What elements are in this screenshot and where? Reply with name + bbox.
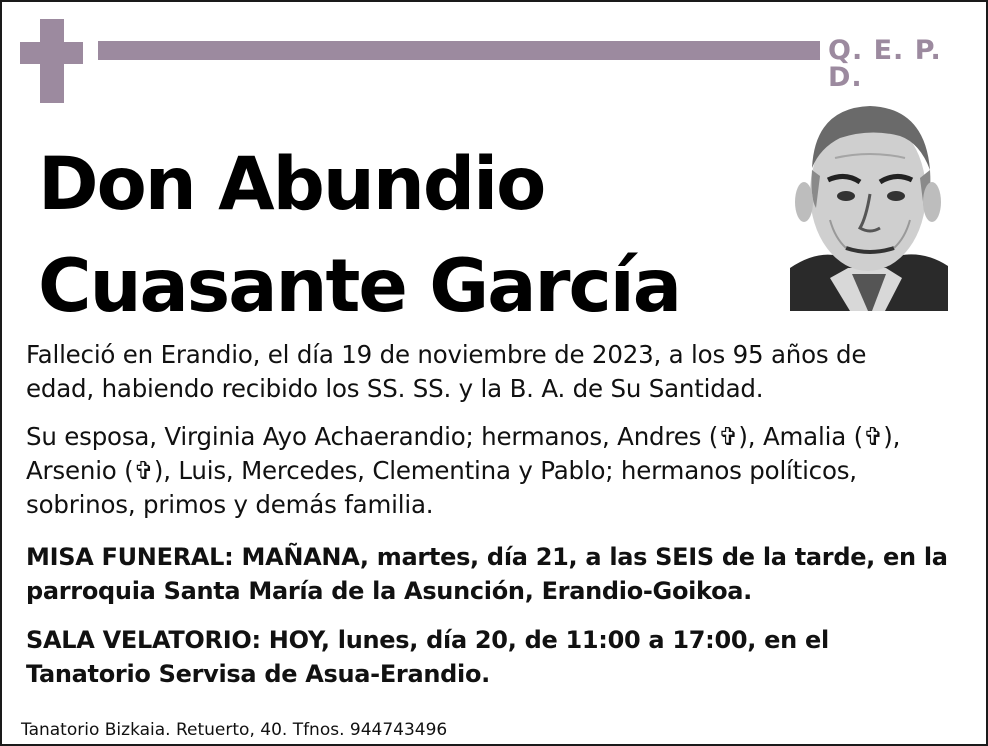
funeral-line-1: MISA FUNERAL: MAÑANA, martes, día 21, a las SEIS de la tarde, en la	[26, 543, 948, 571]
family-line-1: Su esposa, Virginia Ayo Achaerandio; hermanos, Andres (✞), Amalia (✞),	[26, 422, 901, 451]
deceased-name	[38, 134, 680, 338]
deceased-name-line1: Don Abundio	[38, 142, 545, 227]
death-announcement	[26, 338, 966, 406]
family-line-3: sobrinos, primos y demás familia.	[26, 490, 434, 519]
qepd-label: Q. E. P. D.	[828, 35, 942, 93]
funeral-mass	[26, 540, 966, 608]
wake-room	[26, 623, 966, 691]
death-line-1: Falleció en Erandio, el día 19 de noviembre de 2023, a los 95 años de	[26, 340, 867, 369]
portrait-photo	[790, 98, 948, 311]
funeral-line-2: parroquia Santa María de la Asunción, Erandio-Goikoa.	[26, 577, 752, 605]
wake-line-1: SALA VELATORIO: HOY, lunes, día 20, de 11:00 a 17:00, en el	[26, 626, 829, 654]
deceased-name-line2: Cuasante García	[38, 244, 681, 329]
family-paragraph	[26, 420, 966, 522]
wake-line-2: Tanatorio Servisa de Asua-Erandio.	[26, 660, 490, 688]
header-rule	[98, 41, 820, 60]
funeral-home-footer: Tanatorio Bizkaia. Retuerto, 40. Tfnos. 944743496	[21, 720, 448, 740]
death-line-2: edad, habiendo recibido los SS. SS. y la B. A. de Su Santidad.	[26, 374, 764, 403]
family-line-2: Arsenio (✞), Luis, Mercedes, Clementina y Pablo; hermanos políticos,	[26, 456, 857, 485]
cross-icon-arm	[20, 42, 83, 64]
